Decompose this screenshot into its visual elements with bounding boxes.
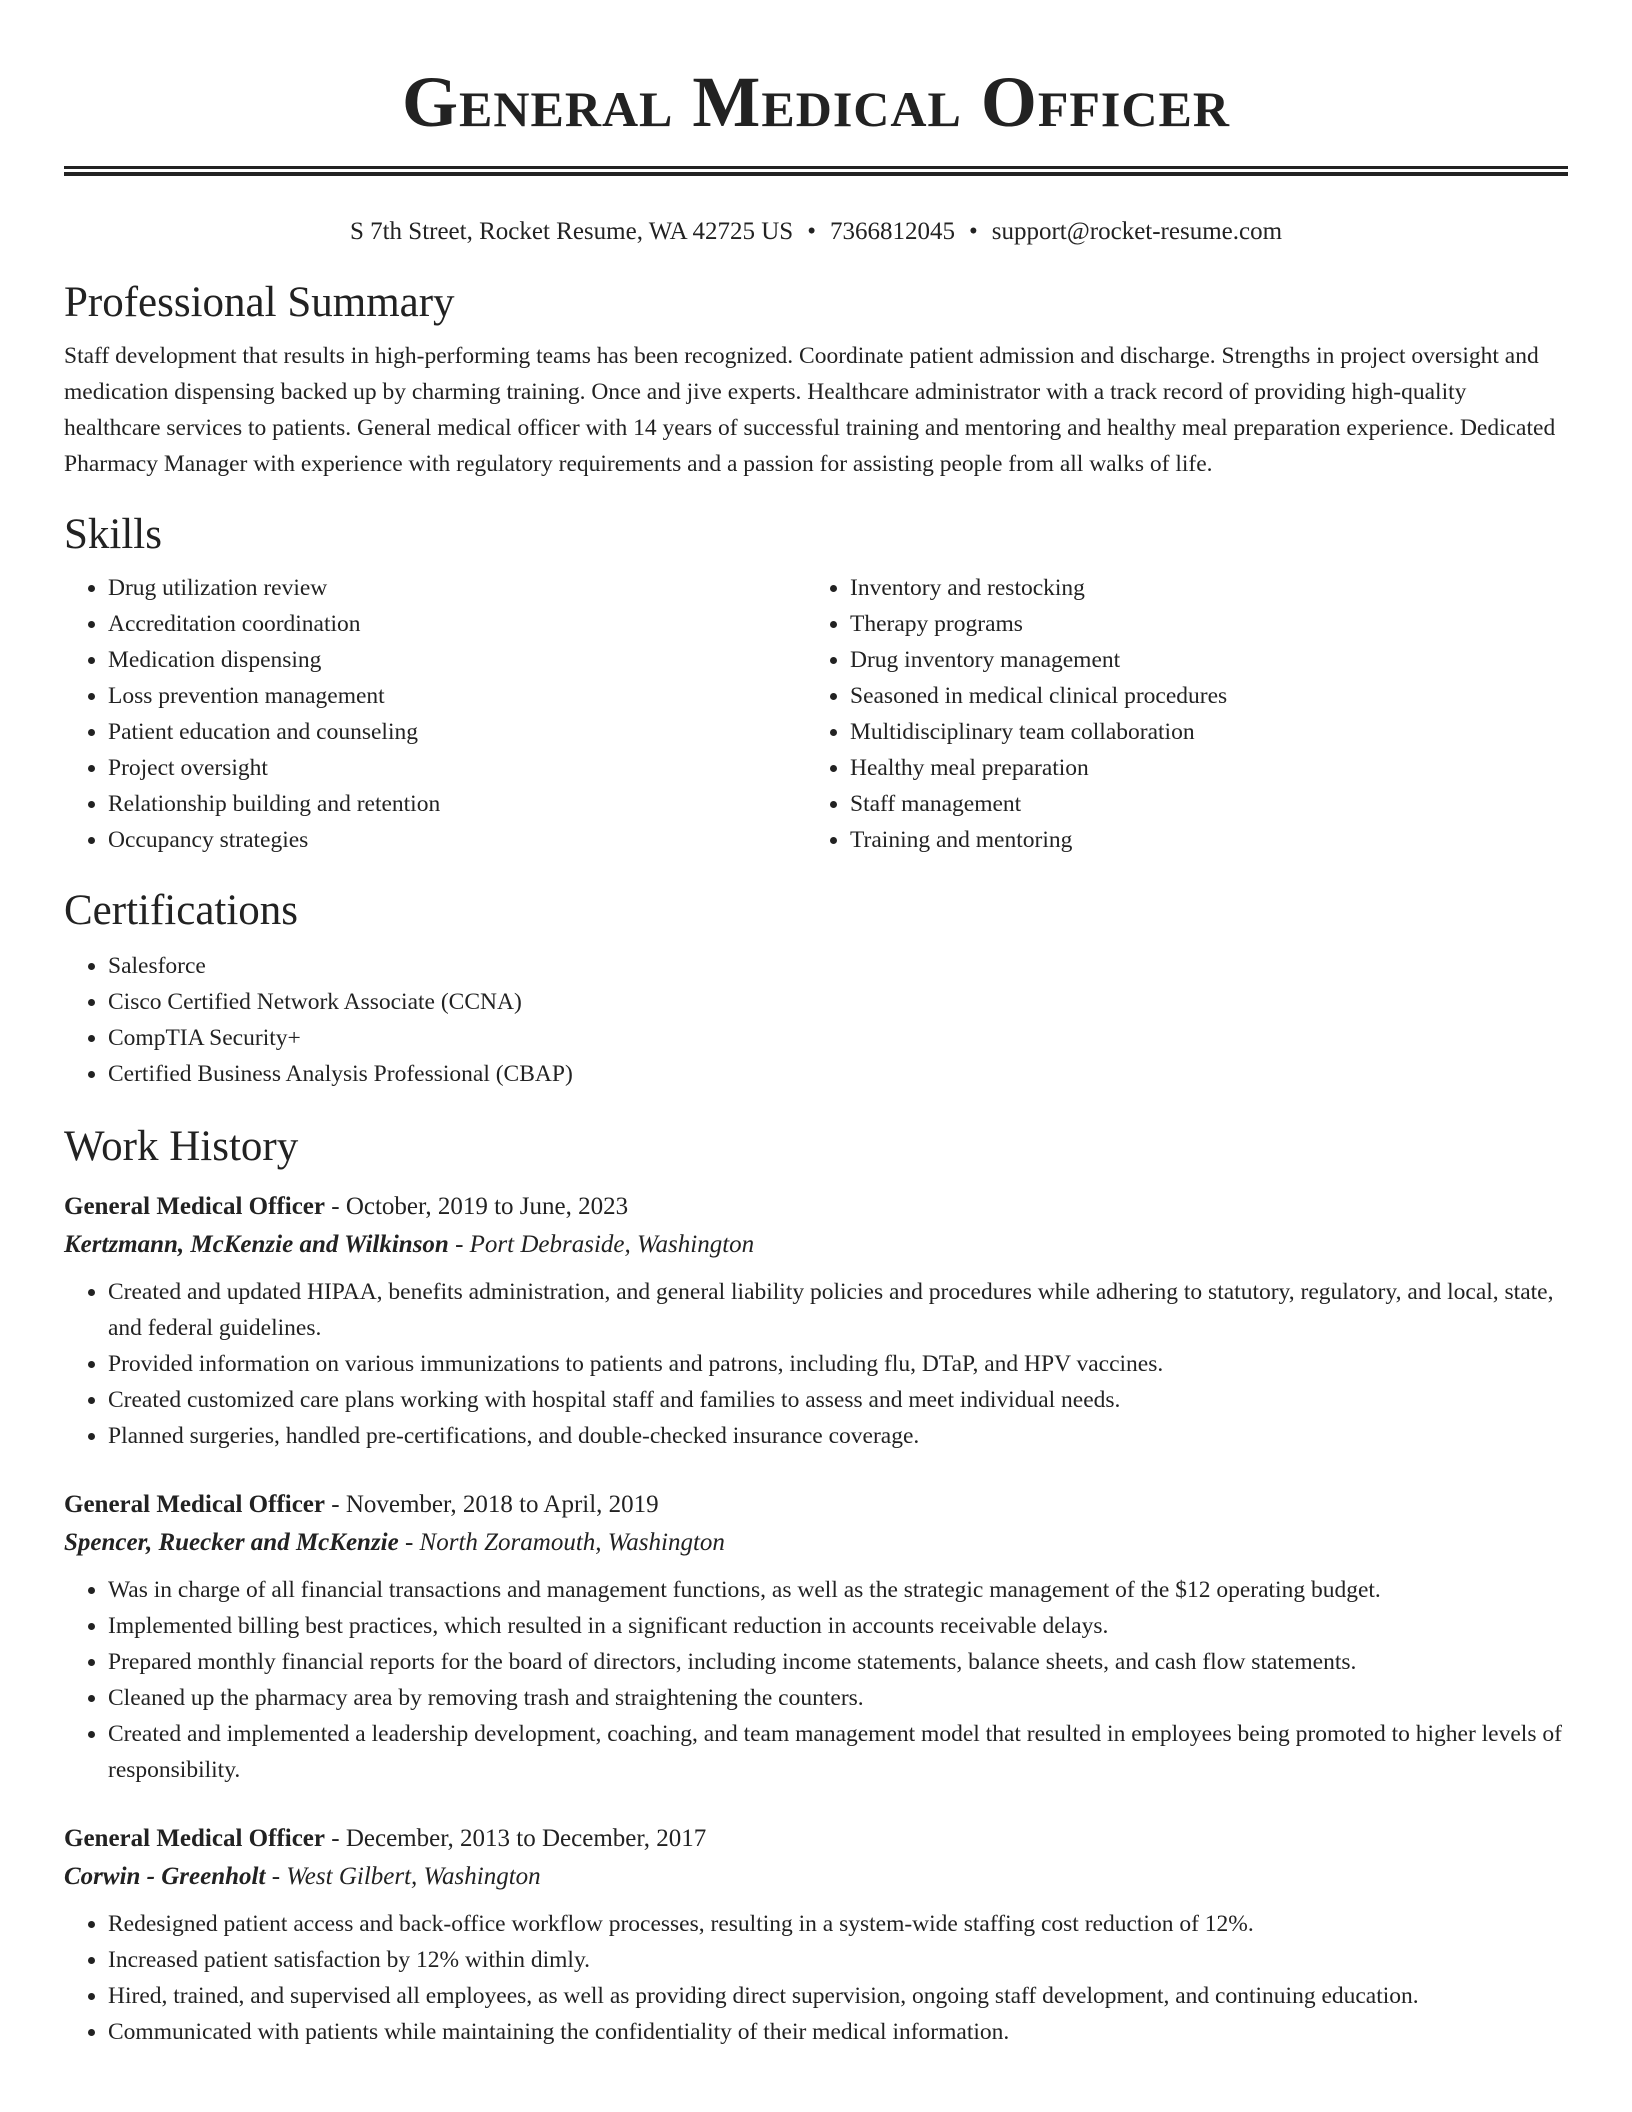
work-history-heading: Work History [64, 1123, 299, 1170]
contact-email: support@rocket-resume.com [991, 218, 1283, 245]
skill-item: • Relationship building and retention [108, 786, 806, 822]
skill-item: • Patient education and counseling [108, 714, 806, 750]
job-bullet: • Redesigned patient access and back-office workflow processes, resulting in a system-wide staffing cost reduction of 12%. [108, 1906, 1568, 1942]
job-entry [64, 1820, 1568, 2050]
certifications-heading: Certifications [64, 887, 299, 934]
skill-item: • Staff management [850, 786, 1548, 822]
skill-item: • Occupancy strategies [108, 822, 806, 858]
skill-item: • Multidisciplinary team collaboration [850, 714, 1548, 750]
skills-left-list [64, 570, 806, 858]
job-dates: - October, 2019 to June, 2023 [325, 1193, 629, 1220]
skill-item: • Loss prevention management [108, 678, 806, 714]
certifications-section [64, 886, 1568, 1092]
job-title-line [64, 1486, 1568, 1524]
certification-item: • Salesforce [108, 948, 1568, 984]
certifications-list [64, 948, 1568, 1092]
skills-section [64, 510, 1568, 858]
job-bullet: • Planned surgeries, handled pre-certifications, and double-checked insurance coverage. [108, 1418, 1568, 1454]
skill-item: • Therapy programs [850, 606, 1548, 642]
work-history-section [64, 1122, 1568, 2050]
header-double-rule [64, 166, 1568, 176]
job-company: Spencer, Ruecker and McKenzie [64, 1529, 399, 1556]
skill-item: • Training and mentoring [850, 822, 1548, 858]
contact-phone: 7366812045 [829, 218, 955, 245]
job-title-line [64, 1820, 1568, 1858]
job-bullets [64, 1274, 1568, 1454]
job-location: - Port Debraside, Washington [448, 1231, 755, 1258]
job-bullet: • Created and implemented a leadership development, coaching, and team management model that resulted in employees being promoted to higher levels of responsibility. [108, 1716, 1568, 1788]
job-bullet: • Prepared monthly financial reports for the board of directors, including income statements, balance sheets, and cash flow statements. [108, 1644, 1568, 1680]
job-bullet: • Communicated with patients while maintaining the confidentiality of their medical information. [108, 2014, 1568, 2050]
skills-columns [64, 570, 1568, 858]
job-title: General Medical Officer [64, 1491, 325, 1518]
job-location: - West Gilbert, Washington [265, 1863, 541, 1890]
skill-item: • Accreditation coordination [108, 606, 806, 642]
skill-item: • Drug inventory management [850, 642, 1548, 678]
job-entry [64, 1486, 1568, 1788]
job-title-line [64, 1188, 1568, 1226]
certification-item: • CompTIA Security+ [108, 1020, 1568, 1056]
job-bullets [64, 1572, 1568, 1788]
job-bullet: • Cleaned up the pharmacy area by removing trash and straightening the counters. [108, 1680, 1568, 1716]
job-company-line [64, 1858, 1568, 1896]
skill-item: • Inventory and restocking [850, 570, 1548, 606]
summary-text: Staff development that results in high-performing teams has been recognized. Coordinate patient admission and discharge. Strengths in project oversight and medication dispensing backed up by charming training. Once and jive experts. Healthcare administrator with a track record of providing high-quality healthcare services to patients. General medical officer with 14 years of successful training and mentoring and healthy meal preparation experience. Dedicated Pharmacy Manager with experience with regulatory requirements and a passion for assisting people from all walks of life. [64, 343, 1556, 477]
resume-name: General Medical Officer [402, 62, 1230, 142]
job-title: General Medical Officer [64, 1193, 325, 1220]
job-company-line [64, 1226, 1568, 1264]
contact-separator: • [807, 218, 816, 245]
certification-item: • Certified Business Analysis Professional (CBAP) [108, 1056, 1568, 1092]
contact-separator: • [968, 218, 978, 245]
job-bullet: • Increased patient satisfaction by 12% within dimly. [108, 1942, 1568, 1978]
job-company: Kertzmann, McKenzie and Wilkinson [64, 1231, 449, 1258]
job-bullet: • Hired, trained, and supervised all employees, as well as providing direct supervision, ongoing staff development, and continuing education. [108, 1978, 1568, 2014]
skill-item: • Drug utilization review [108, 570, 806, 606]
job-company-line [64, 1524, 1568, 1562]
job-bullet: • Created customized care plans working with hospital staff and families to assess and meet individual needs. [108, 1382, 1568, 1418]
certification-item: • Cisco Certified Network Associate (CCNA) [108, 984, 1568, 1020]
skill-item: • Healthy meal preparation [850, 750, 1548, 786]
summary-section [64, 278, 1568, 482]
skills-heading: Skills [64, 511, 162, 558]
job-title: General Medical Officer [64, 1825, 325, 1852]
job-dates: - December, 2013 to December, 2017 [325, 1825, 707, 1852]
contact-address: S 7th Street, Rocket Resume, WA 42725 US [349, 218, 794, 245]
job-company: Corwin - Greenholt [64, 1863, 266, 1890]
job-bullet: • Implemented billing best practices, which resulted in a significant reduction in accounts receivable delays. [108, 1608, 1568, 1644]
skill-item: • Seasoned in medical clinical procedures [850, 678, 1548, 714]
job-entry [64, 1188, 1568, 1454]
job-dates: - November, 2018 to April, 2019 [325, 1491, 659, 1518]
summary-heading: Professional Summary [64, 279, 455, 326]
job-bullet: • Created and updated HIPAA, benefits administration, and general liability policies and procedures while adhering to statutory, regulatory, and local, state, and federal guidelines. [108, 1274, 1568, 1346]
job-bullet: • Provided information on various immunizations to patients and patrons, including flu, DTaP, and HPV vaccines. [108, 1346, 1568, 1382]
job-location: - North Zoramouth, Washington [398, 1529, 725, 1556]
contact-line [64, 217, 1568, 247]
job-bullets [64, 1906, 1568, 2050]
skill-item: • Medication dispensing [108, 642, 806, 678]
job-bullet: • Was in charge of all financial transactions and management functions, as well as the strategic management of the $12 operating budget. [108, 1572, 1568, 1608]
skill-item: • Project oversight [108, 750, 806, 786]
skills-right-list [806, 570, 1548, 858]
